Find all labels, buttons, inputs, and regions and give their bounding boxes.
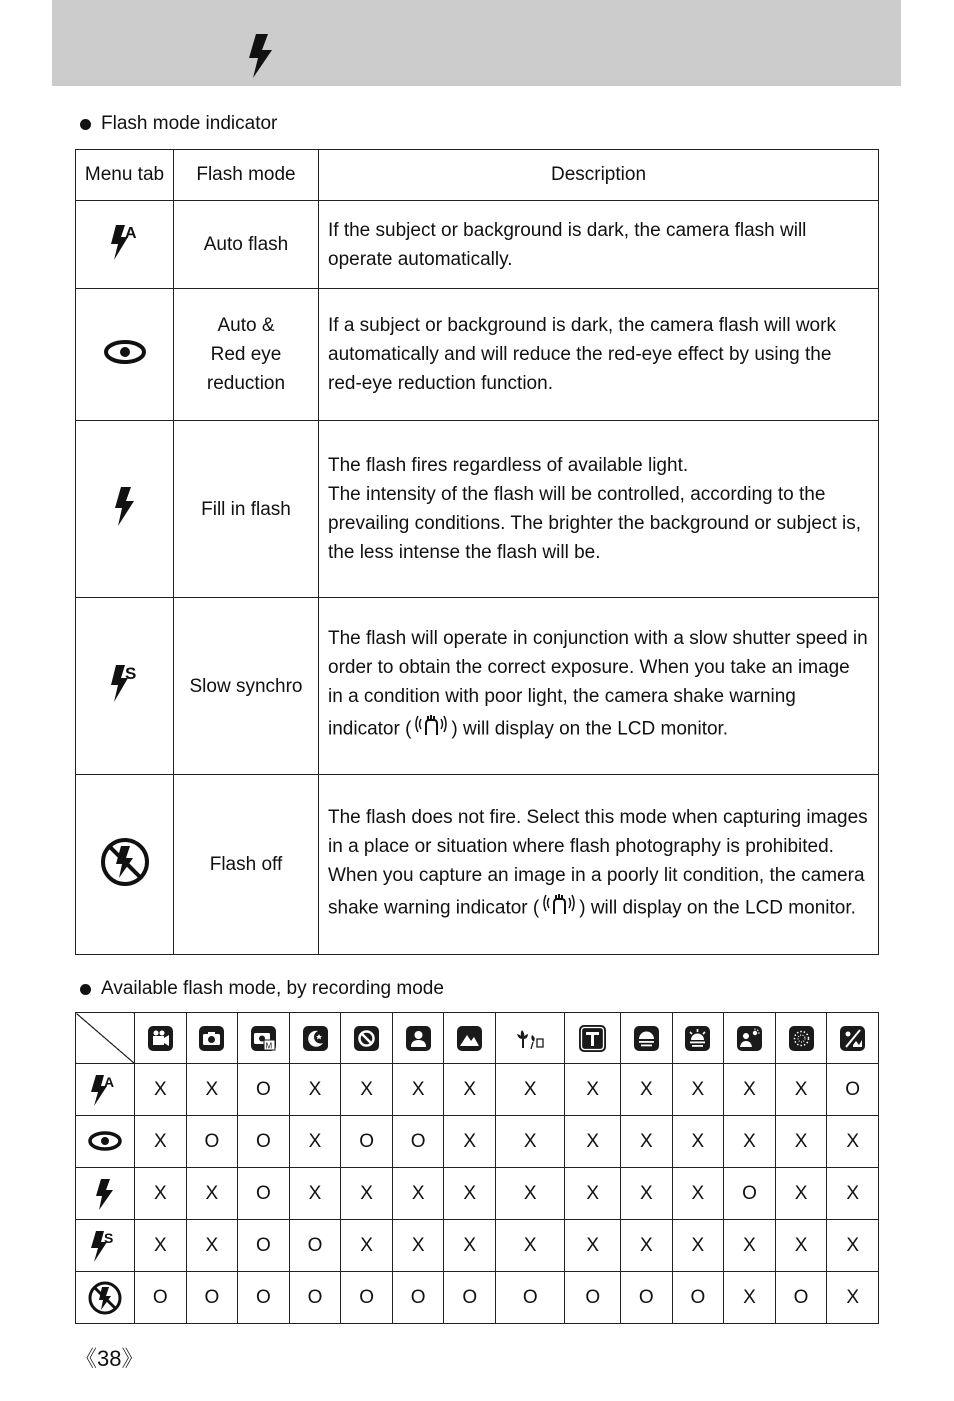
fill-flash-icon (76, 1168, 135, 1220)
sunset-icon (634, 1026, 659, 1051)
table-row-auto-flash (76, 1064, 879, 1116)
auto-flash-icon (76, 201, 174, 289)
fill-flash-icon (76, 421, 174, 598)
cell-value: X (672, 1116, 724, 1168)
cell-value: X (621, 1168, 673, 1220)
camera-auto-icon (199, 1026, 224, 1051)
macro-icon (513, 1027, 547, 1048)
cell-value: X (775, 1116, 827, 1168)
cell-value: X (621, 1064, 673, 1116)
cell-value: X (827, 1272, 879, 1324)
cell-value: X (724, 1064, 776, 1116)
table-corner (76, 1013, 135, 1064)
cell-value: O (775, 1272, 827, 1324)
portrait-icon (406, 1026, 431, 1051)
cell-value: O (392, 1272, 444, 1324)
auto-flash-icon (76, 1064, 135, 1116)
table-row-red-eye (76, 1116, 879, 1168)
cell-value: X (621, 1116, 673, 1168)
bullet-icon (80, 984, 91, 995)
red-eye-icon (76, 1116, 135, 1168)
cell-value: X (289, 1168, 341, 1220)
cell-value: X (341, 1168, 393, 1220)
mode-description: The flash fires regardless of available light. The intensity of the flash will be controlled, according to the prevailing conditions. The brighter the background or subject is, the less intense the flash will be. (319, 421, 879, 598)
cell-value: X (827, 1168, 879, 1220)
cell-value: X (565, 1064, 621, 1116)
mode-name: Slow synchro (174, 598, 319, 775)
column-header: Menu tab (76, 150, 174, 201)
text-icon (579, 1025, 606, 1052)
svg-text:M: M (265, 1041, 273, 1050)
column-header: Flash mode (174, 150, 319, 201)
column-header: Description (319, 150, 879, 201)
cell-value: X (444, 1064, 496, 1116)
section-label-flash-indicator: Flash mode indicator (80, 113, 277, 135)
mode-name: Flash off (174, 775, 319, 955)
camera-shake-icon (543, 890, 575, 927)
table-row (76, 421, 879, 598)
cell-value: X (186, 1220, 238, 1272)
cell-value: X (827, 1220, 879, 1272)
cell-value: O (238, 1272, 290, 1324)
cell-value: X (672, 1220, 724, 1272)
cell-value: O (565, 1272, 621, 1324)
cell-value: X (496, 1064, 565, 1116)
cell-value: X (775, 1220, 827, 1272)
cell-value: X (341, 1220, 393, 1272)
cell-value: X (444, 1116, 496, 1168)
cell-value: X (135, 1168, 187, 1220)
cell-value: O (392, 1116, 444, 1168)
cell-value: O (289, 1220, 341, 1272)
section-label-available-modes: Available flash mode, by recording mode (80, 978, 444, 1000)
cell-value: O (724, 1168, 776, 1220)
cell-value: X (565, 1220, 621, 1272)
flash-bolt-icon (242, 30, 278, 85)
cell-value: X (496, 1220, 565, 1272)
red-eye-icon (76, 289, 174, 421)
cell-value: X (444, 1220, 496, 1272)
night-icon (303, 1026, 328, 1051)
header-banner (52, 0, 901, 86)
cell-value: X (775, 1168, 827, 1220)
svg-text:A: A (104, 1073, 115, 1090)
camera-shake-icon (415, 711, 447, 748)
cell-value: O (135, 1272, 187, 1324)
cell-value: X (724, 1272, 776, 1324)
movie-icon (148, 1026, 173, 1051)
cell-value: X (135, 1064, 187, 1116)
mode-description: The flash will operate in conjunction with a slow shutter speed in order to obtain the correct exposure. When you take an image in a condition with poor light, the camera shake warning indicator ( ) will display on the LCD monitor. (319, 598, 879, 775)
mode-name: Auto flash (174, 201, 319, 289)
svg-text:A: A (124, 224, 137, 242)
bullet-icon (80, 119, 91, 130)
cell-value: X (724, 1116, 776, 1168)
table-row (76, 201, 879, 289)
cell-value: X (496, 1116, 565, 1168)
flash-off-icon (76, 1272, 135, 1324)
cell-value: X (724, 1220, 776, 1272)
cell-value: O (827, 1064, 879, 1116)
table-row (76, 598, 879, 775)
cell-value: X (135, 1116, 187, 1168)
cell-value: X (392, 1220, 444, 1272)
slow-synchro-icon (76, 598, 174, 775)
backlight-icon (737, 1026, 762, 1051)
mode-description: If a subject or background is dark, the camera flash will work automatically and will reduce the red-eye effect by using the red-eye reduction function. (319, 289, 879, 421)
cell-value: X (444, 1168, 496, 1220)
cell-value: X (186, 1168, 238, 1220)
cell-value: X (672, 1168, 724, 1220)
cell-value: O (289, 1272, 341, 1324)
cell-value: X (672, 1064, 724, 1116)
cell-value: O (238, 1220, 290, 1272)
cell-value: X (565, 1168, 621, 1220)
mode-name: Auto & Red eye reduction (174, 289, 319, 421)
cell-value: O (341, 1116, 393, 1168)
slow-synchro-icon (76, 1220, 135, 1272)
cell-value: X (565, 1116, 621, 1168)
available-flash-mode-table (75, 1012, 879, 1324)
cell-value: X (289, 1116, 341, 1168)
cell-value: O (341, 1272, 393, 1324)
camera-manual-icon (251, 1026, 276, 1051)
fireworks-icon (789, 1026, 814, 1051)
beach-snow-icon (840, 1026, 865, 1051)
cell-value: X (827, 1116, 879, 1168)
cell-value: O (238, 1168, 290, 1220)
cell-value: X (496, 1168, 565, 1220)
svg-text:S: S (124, 664, 136, 683)
dawn-icon (685, 1026, 710, 1051)
cell-value: O (238, 1064, 290, 1116)
table-row (76, 289, 879, 421)
cell-value: X (341, 1064, 393, 1116)
cell-value: X (186, 1064, 238, 1116)
cell-value: O (621, 1272, 673, 1324)
table-header-row (76, 150, 879, 201)
mode-description: If the subject or background is dark, the camera flash will operate automatically. (319, 201, 879, 289)
recording-mode-header-row (76, 1013, 879, 1064)
cell-value: O (672, 1272, 724, 1324)
cell-value: X (135, 1220, 187, 1272)
cell-value: O (444, 1272, 496, 1324)
cell-value: O (186, 1272, 238, 1324)
table-row-fill-flash (76, 1168, 879, 1220)
cell-value: X (392, 1064, 444, 1116)
landscape-icon (457, 1026, 482, 1051)
cell-value: X (289, 1064, 341, 1116)
table-row-slow-synchro (76, 1220, 879, 1272)
mode-description: The flash does not fire. Select this mode when capturing images in a place or situation where flash photography is prohibited. When you capture an image in a poorly lit condition, the camera shake warning indicator ( ) will display on the LCD monitor. (319, 775, 879, 955)
svg-text:S: S (104, 1229, 114, 1246)
cell-value: X (392, 1168, 444, 1220)
mode-name: Fill in flash (174, 421, 319, 598)
flash-mode-indicator-table (75, 149, 879, 955)
dual-is-icon (354, 1026, 379, 1051)
page-number: 《38》 (75, 1346, 144, 1371)
cell-value: O (496, 1272, 565, 1324)
table-row-flash-off (76, 1272, 879, 1324)
cell-value: O (238, 1116, 290, 1168)
cell-value: X (621, 1220, 673, 1272)
cell-value: O (186, 1116, 238, 1168)
table-row (76, 775, 879, 955)
cell-value: X (775, 1064, 827, 1116)
flash-off-icon (76, 775, 174, 955)
